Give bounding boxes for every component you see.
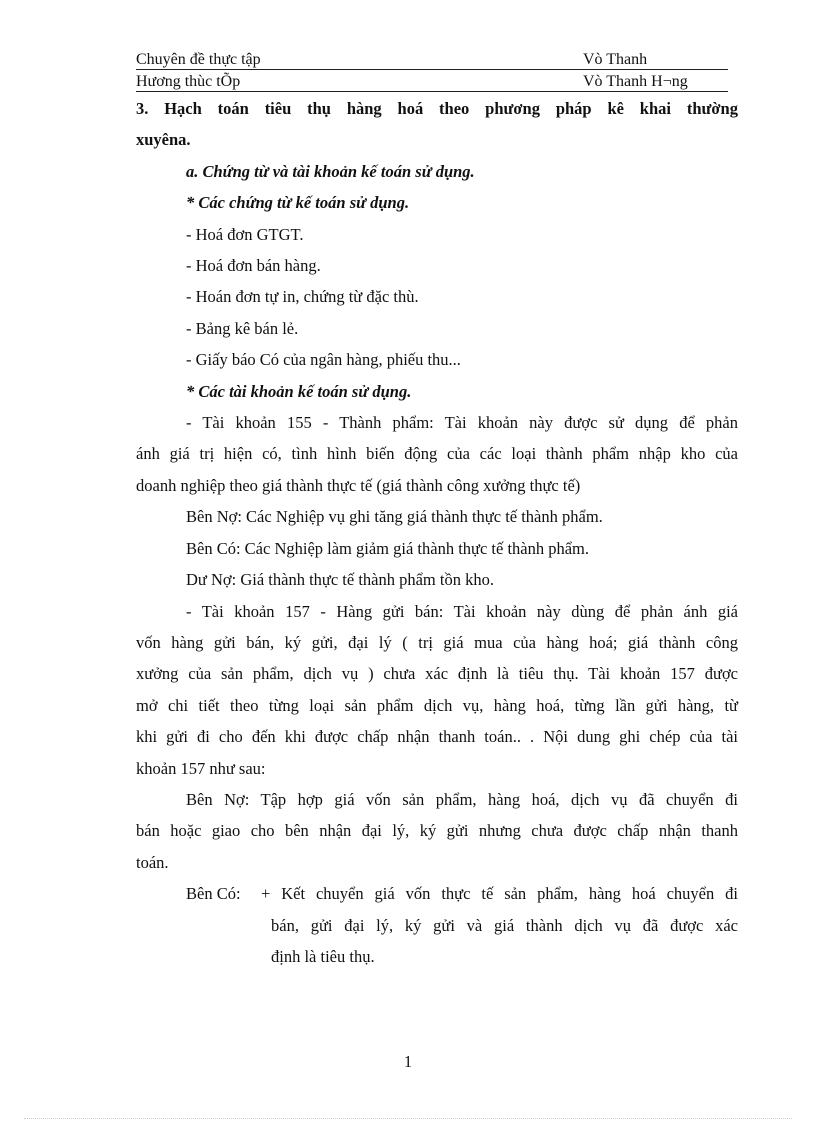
running-header-bottom bbox=[136, 73, 728, 92]
list-item: - Bảng kê bán lẻ. bbox=[186, 318, 299, 338]
ben-co-text: bán, gửi đại lý, ký gửi và giá thành dịch vụ đã được xác bbox=[271, 915, 738, 935]
tk157-line: - Tài khoản 157 - Hàng gửi bán: Tài khoản này dùng để phản ánh giá bbox=[186, 601, 738, 621]
ben-co-text: + Kết chuyển giá vốn thực tế sản phẩm, hàng hoá chuyển đi bbox=[261, 884, 738, 904]
list-item: - Hoá đơn GTGT. bbox=[186, 224, 304, 244]
tk155-ben-co: Bên Có: Các Nghiệp làm giảm giá thành thực tế thành phẩm. bbox=[186, 538, 590, 558]
tk157-line: xưởng của sản phẩm, dịch vụ ) chưa xác định là tiêu thụ. Tài khoản 157 được bbox=[136, 664, 738, 684]
tk157-ben-no: bán hoặc giao cho bên nhận đại lý, ký gửi nhưng chưa được chấp nhận thanh bbox=[136, 821, 738, 841]
header-author-full: Vò Thanh H¬ng bbox=[583, 73, 688, 90]
ben-co-label: Bên Có: bbox=[186, 884, 241, 904]
document-body bbox=[136, 93, 738, 972]
subheading-documents: * Các chứng từ kế toán sử dụng. bbox=[186, 193, 410, 213]
list-item: - Hoá đơn bán hàng. bbox=[186, 256, 321, 276]
subheading-accounts: * Các tài khoản kế toán sử dụng. bbox=[186, 381, 412, 401]
page-bottom-rule bbox=[24, 1118, 792, 1119]
header-subtitle: Hương thùc tÕp bbox=[136, 73, 241, 90]
list-item: - Hoán đơn tự in, chứng từ đặc thù. bbox=[186, 287, 419, 307]
tk155-line: ánh giá trị hiện có, tình hình biến động của các loại thành phẩm nhập kho của bbox=[136, 444, 738, 464]
tk157-line: khoản 157 như sau: bbox=[136, 758, 266, 778]
tk157-line: mở chi tiết theo từng loại sản phẩm dịch vụ, hàng hoá, từng lần gửi hàng, từ bbox=[136, 695, 738, 715]
tk157-line: khi gửi đi cho đến khi được chấp nhận thanh toán.. . Nội dung ghi chép của tài bbox=[136, 727, 738, 747]
header-course-title: Chuyên đề thực tập bbox=[136, 51, 261, 68]
tk157-ben-co bbox=[136, 878, 738, 909]
running-header-top bbox=[136, 51, 728, 70]
tk155-du-no: Dư Nợ: Giá thành thực tế thành phẩm tồn kho. bbox=[186, 570, 494, 590]
tk155-ben-no: Bên Nợ: Các Nghiệp vụ ghi tăng giá thành thực tế thành phẩm. bbox=[186, 507, 603, 527]
tk157-line: vốn hàng gửi bán, ký gửi, đại lý ( trị giá mua của hàng hoá; giá thành công bbox=[136, 632, 738, 652]
page-number: 1 bbox=[403, 1052, 413, 1071]
list-item: - Giấy báo Có của ngân hàng, phiếu thu... bbox=[186, 350, 461, 370]
section-heading: 3. Hạch toán tiêu thụ hàng hoá theo phương pháp kê khai thường bbox=[136, 99, 738, 118]
header-author-short: Vò Thanh bbox=[583, 51, 648, 68]
tk157-ben-no: Bên Nợ: Tập hợp giá vốn sản phẩm, hàng hoá, dịch vụ đã chuyển đi bbox=[186, 789, 738, 809]
section-heading-cont: xuyêna. bbox=[136, 130, 191, 150]
subheading-a: a. Chứng từ và tài khoản kế toán sử dụng. bbox=[186, 161, 475, 181]
ben-co-text: định là tiêu thụ. bbox=[271, 946, 375, 966]
tk155-line: doanh nghiệp theo giá thành thực tế (giá thành công xưởng thực tế) bbox=[136, 475, 581, 495]
tk155-line: - Tài khoản 155 - Thành phẩm: Tài khoản này được sử dụng để phản bbox=[186, 413, 738, 433]
tk157-ben-no: toán. bbox=[136, 852, 169, 872]
